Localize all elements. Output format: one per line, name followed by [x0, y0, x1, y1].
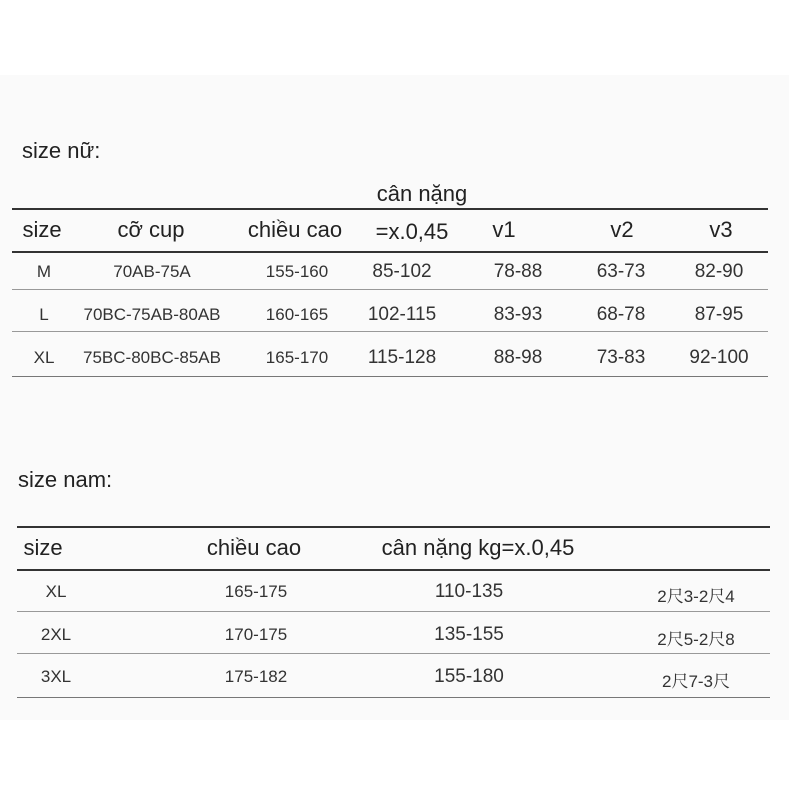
- men-section-title: size nam:: [18, 467, 113, 492]
- women-row-l-v1: 83-93: [493, 304, 543, 325]
- men-row-xl-weight: 110-135: [434, 581, 504, 602]
- men-header-rule: [17, 569, 770, 571]
- women-header-height: chiều cao: [247, 217, 343, 242]
- men-row-2xl-height: 170-175: [224, 625, 288, 644]
- women-row-xl-v2: 73-83: [596, 347, 646, 368]
- women-section-title: size nữ:: [22, 138, 101, 163]
- women-row-l-cup: 70BC-75AB-80AB: [83, 305, 221, 324]
- women-header-size: size: [22, 217, 62, 242]
- men-row-2xl-size: 2XL: [40, 625, 72, 644]
- women-row-xl-size: XL: [33, 348, 55, 367]
- women-header-v2: v2: [610, 217, 634, 242]
- women-row-l-size: L: [39, 305, 49, 324]
- women-header-v3: v3: [709, 217, 733, 242]
- women-row-m-size: M: [36, 262, 52, 281]
- women-row-l-height: 160-165: [265, 305, 329, 324]
- men-header-weight: cân nặng kg=x.0,45: [381, 535, 575, 560]
- women-row-m-v1: 78-88: [493, 261, 543, 282]
- women-row-m-v3: 82-90: [694, 261, 744, 282]
- men-row-xl-waist: 2尺3-2尺4: [657, 587, 735, 606]
- women-row-l-weight: 102-115: [367, 304, 437, 325]
- women-row-xl-cup: 75BC-80BC-85AB: [83, 348, 221, 367]
- women-row-xl-v1: 88-98: [493, 347, 543, 368]
- women-row-xl-weight: 115-128: [367, 347, 437, 368]
- women-row-divider: [12, 331, 768, 332]
- women-row-xl-height: 165-170: [265, 348, 329, 367]
- women-row-l-v2: 68-78: [596, 304, 646, 325]
- men-row-3xl-weight: 155-180: [434, 666, 504, 687]
- women-row-m-v2: 63-73: [596, 261, 646, 282]
- men-bottom-rule: [17, 697, 770, 698]
- women-header-cup: cỡ cup: [117, 217, 185, 242]
- men-row-3xl-size: 3XL: [40, 667, 72, 686]
- men-row-divider: [17, 653, 770, 654]
- men-row-xl-size: XL: [45, 582, 67, 601]
- men-row-xl-height: 165-175: [224, 582, 288, 601]
- men-top-rule: [17, 526, 770, 528]
- women-header-v1: v1: [492, 217, 516, 242]
- background-band: [0, 75, 789, 720]
- men-row-2xl-weight: 135-155: [434, 624, 504, 645]
- women-header-rule: [12, 251, 768, 253]
- women-row-l-v3: 87-95: [694, 304, 744, 325]
- women-top-rule: [12, 208, 768, 210]
- men-row-divider: [17, 611, 770, 612]
- men-row-3xl-waist: 2尺7-3尺: [661, 672, 731, 691]
- women-header-weight-line2: =x.0,45: [375, 219, 449, 244]
- women-row-m-weight: 85-102: [372, 261, 432, 282]
- women-row-xl-v3: 92-100: [689, 347, 749, 368]
- men-header-height: chiều cao: [206, 535, 302, 560]
- women-row-m-cup: 70AB-75A: [113, 262, 191, 281]
- women-header-weight-line1: cân nặng: [376, 181, 468, 206]
- women-row-m-height: 155-160: [265, 262, 329, 281]
- women-row-divider: [12, 289, 768, 290]
- women-bottom-rule: [12, 376, 768, 377]
- men-header-size: size: [23, 535, 63, 560]
- men-row-2xl-waist: 2尺5-2尺8: [657, 630, 735, 649]
- men-row-3xl-height: 175-182: [224, 667, 288, 686]
